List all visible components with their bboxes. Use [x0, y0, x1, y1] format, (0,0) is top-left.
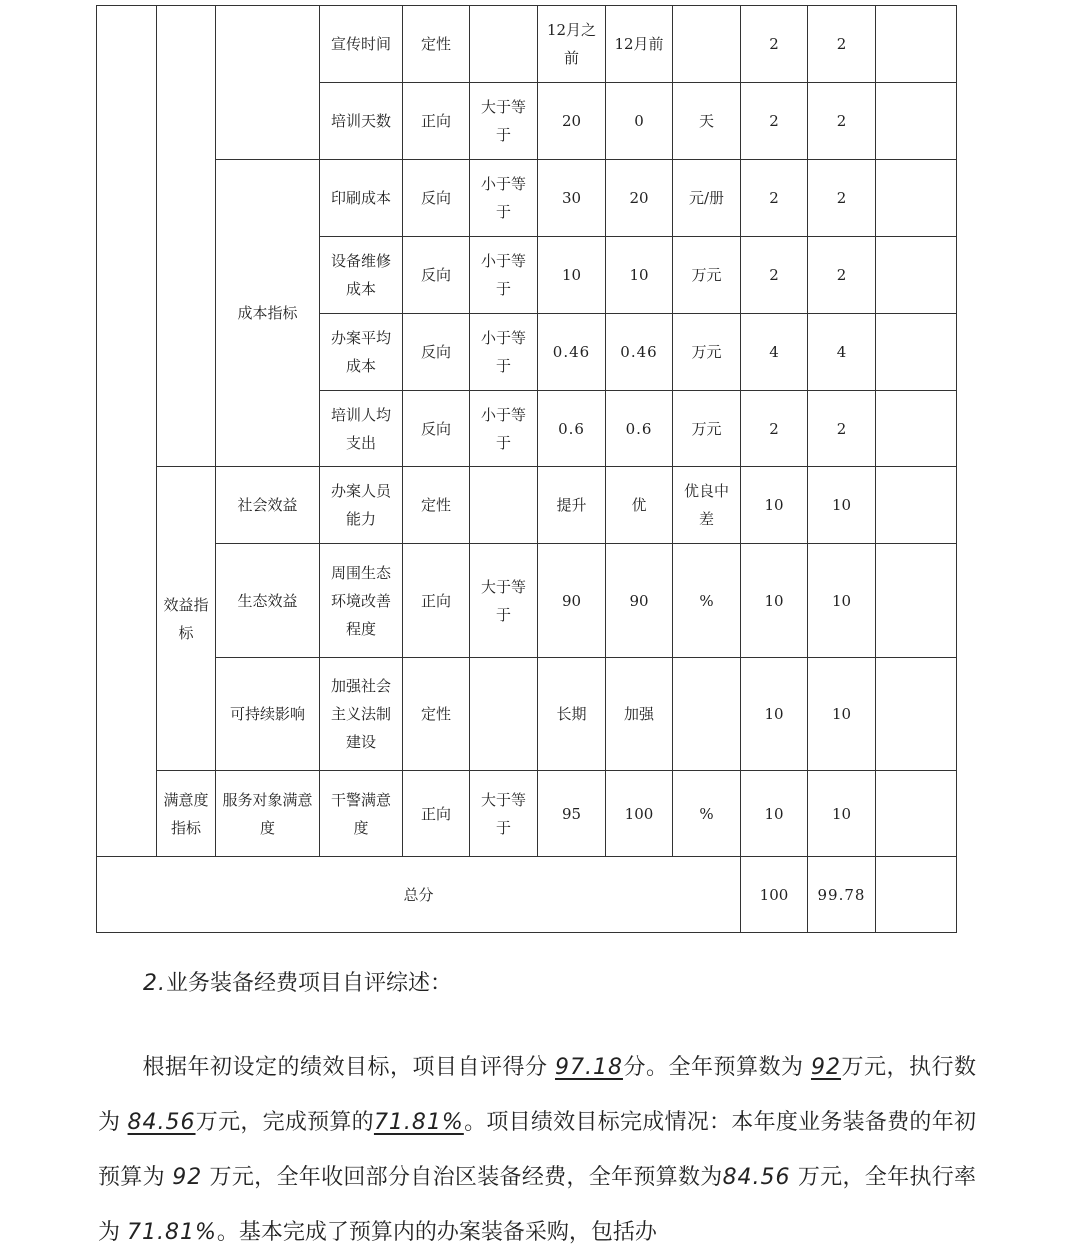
score-cell: 2 — [808, 160, 876, 237]
blank-cell — [876, 6, 957, 83]
blank-cell — [876, 391, 957, 467]
budget-value: 92 — [810, 1055, 841, 1080]
executed-value: 84.56 — [127, 1110, 196, 1135]
indicator-cell: 宣传时间 — [320, 6, 403, 83]
blank-cell — [97, 6, 157, 857]
target-cell: 20 — [538, 83, 606, 160]
blank-cell — [216, 6, 320, 160]
paragraph-text: 万元，全年执行率为 — [98, 1165, 976, 1245]
table-row — [97, 6, 957, 83]
comparator-cell: 小于等于 — [470, 314, 538, 391]
score-cell: 10 — [808, 467, 876, 544]
section-heading — [143, 966, 452, 1002]
actual-cell: 0.6 — [606, 391, 673, 467]
blank-cell — [876, 83, 957, 160]
indicator-cell: 印刷成本 — [320, 160, 403, 237]
unit-cell: % — [673, 544, 741, 658]
target-cell: 长期 — [538, 658, 606, 771]
weight-cell: 10 — [741, 771, 808, 857]
actual-cell: 10 — [606, 237, 673, 314]
indicator-cell: 培训天数 — [320, 83, 403, 160]
indicator-cell: 培训人均支出 — [320, 391, 403, 467]
comparator-cell: 小于等于 — [470, 237, 538, 314]
subcategory-service-target: 服务对象满意度 — [216, 771, 320, 857]
blank-cell — [876, 314, 957, 391]
weight-cell: 10 — [741, 658, 808, 771]
comparator-cell: 大于等于 — [470, 83, 538, 160]
total-label: 总分 — [97, 857, 741, 933]
paragraph-text: 分。全年预算数为 — [622, 1055, 804, 1080]
blank-cell — [876, 771, 957, 857]
score-cell: 4 — [808, 314, 876, 391]
blank-cell — [876, 857, 957, 933]
actual-cell: 12月前 — [606, 6, 673, 83]
actual-cell: 0 — [606, 83, 673, 160]
category-cost: 成本指标 — [216, 160, 320, 467]
actual-cell: 20 — [606, 160, 673, 237]
paragraph-text: 万元，全年收回部分自治区装备经费，全年预算数为 — [209, 1165, 723, 1190]
unit-cell: 天 — [673, 83, 741, 160]
paragraph-text: 。基本完成了预算内的办案装备采购，包括办 — [216, 1220, 657, 1245]
score-cell: 2 — [808, 237, 876, 314]
paragraph-text: 万元，完成预算的 — [195, 1110, 374, 1135]
actual-cell: 优 — [606, 467, 673, 544]
unit-cell: 优良中差 — [673, 467, 741, 544]
target-cell: 0.46 — [538, 314, 606, 391]
section-title: 业务装备经费项目自评综述： — [166, 971, 453, 996]
section-number: 2. — [143, 971, 166, 996]
performance-table — [96, 5, 957, 933]
unit-cell: 元/册 — [673, 160, 741, 237]
comparator-cell — [470, 6, 538, 83]
direction-cell: 定性 — [403, 467, 470, 544]
indicator-cell: 周围生态环境改善程度 — [320, 544, 403, 658]
table-row — [97, 771, 957, 857]
rate-value: 71.81% — [373, 1110, 464, 1135]
executed-value: 84.56 — [722, 1165, 791, 1190]
target-cell: 90 — [538, 544, 606, 658]
unit-cell — [673, 6, 741, 83]
target-cell: 95 — [538, 771, 606, 857]
score-cell: 2 — [808, 83, 876, 160]
blank-cell — [876, 237, 957, 314]
indicator-cell: 办案人员能力 — [320, 467, 403, 544]
paragraph-text: 。项目绩效目标完成情况：本年度业务装备费的年初预算为 — [98, 1110, 976, 1190]
comparator-cell — [470, 467, 538, 544]
target-cell: 提升 — [538, 467, 606, 544]
table-row — [97, 658, 957, 771]
blank-cell — [876, 467, 957, 544]
score-value: 97.18 — [555, 1055, 623, 1080]
actual-cell: 90 — [606, 544, 673, 658]
direction-cell: 正向 — [403, 83, 470, 160]
blank-cell — [876, 658, 957, 771]
comparator-cell — [470, 658, 538, 771]
indicator-cell: 设备维修成本 — [320, 237, 403, 314]
budget-value: 92 — [172, 1165, 203, 1190]
total-row — [97, 857, 957, 933]
blank-cell — [876, 160, 957, 237]
weight-cell: 10 — [741, 467, 808, 544]
comparator-cell: 大于等于 — [470, 544, 538, 658]
unit-cell: 万元 — [673, 314, 741, 391]
unit-cell: 万元 — [673, 237, 741, 314]
target-cell: 10 — [538, 237, 606, 314]
direction-cell: 反向 — [403, 391, 470, 467]
total-weight: 100 — [741, 857, 808, 933]
direction-cell: 反向 — [403, 237, 470, 314]
subcategory-social: 社会效益 — [216, 467, 320, 544]
indicator-cell: 加强社会主义法制建设 — [320, 658, 403, 771]
weight-cell: 2 — [741, 391, 808, 467]
weight-cell: 10 — [741, 544, 808, 658]
table-row — [97, 467, 957, 544]
table-row — [97, 160, 957, 237]
subcategory-sustainable: 可持续影响 — [216, 658, 320, 771]
actual-cell: 加强 — [606, 658, 673, 771]
score-cell: 2 — [808, 6, 876, 83]
weight-cell: 4 — [741, 314, 808, 391]
actual-cell: 0.46 — [606, 314, 673, 391]
category-benefit: 效益指标 — [157, 467, 216, 771]
direction-cell: 定性 — [403, 658, 470, 771]
summary-paragraph — [98, 1040, 976, 1260]
unit-cell — [673, 658, 741, 771]
direction-cell: 正向 — [403, 771, 470, 857]
weight-cell: 2 — [741, 83, 808, 160]
unit-cell: % — [673, 771, 741, 857]
comparator-cell: 小于等于 — [470, 391, 538, 467]
score-cell: 10 — [808, 771, 876, 857]
weight-cell: 2 — [741, 6, 808, 83]
total-score: 99.78 — [808, 857, 876, 933]
category-satisfaction: 满意度指标 — [157, 771, 216, 857]
target-cell: 0.6 — [538, 391, 606, 467]
direction-cell: 正向 — [403, 544, 470, 658]
score-cell: 10 — [808, 658, 876, 771]
subcategory-ecological: 生态效益 — [216, 544, 320, 658]
direction-cell: 反向 — [403, 314, 470, 391]
actual-cell: 100 — [606, 771, 673, 857]
score-cell: 2 — [808, 391, 876, 467]
weight-cell: 2 — [741, 160, 808, 237]
blank-cell — [157, 6, 216, 467]
comparator-cell: 小于等于 — [470, 160, 538, 237]
indicator-cell: 办案平均成本 — [320, 314, 403, 391]
blank-cell — [876, 544, 957, 658]
rate-value: 71.81% — [127, 1220, 217, 1245]
paragraph-text: 根据年初设定的绩效目标，项目自评得分 — [142, 1055, 548, 1080]
score-cell: 10 — [808, 544, 876, 658]
comparator-cell: 大于等于 — [470, 771, 538, 857]
weight-cell: 2 — [741, 237, 808, 314]
target-cell: 12月之前 — [538, 6, 606, 83]
target-cell: 30 — [538, 160, 606, 237]
direction-cell: 定性 — [403, 6, 470, 83]
paragraph-text: 万元，执行数为 — [98, 1055, 976, 1135]
table-row — [97, 544, 957, 658]
unit-cell: 万元 — [673, 391, 741, 467]
indicator-cell: 干警满意度 — [320, 771, 403, 857]
direction-cell: 反向 — [403, 160, 470, 237]
